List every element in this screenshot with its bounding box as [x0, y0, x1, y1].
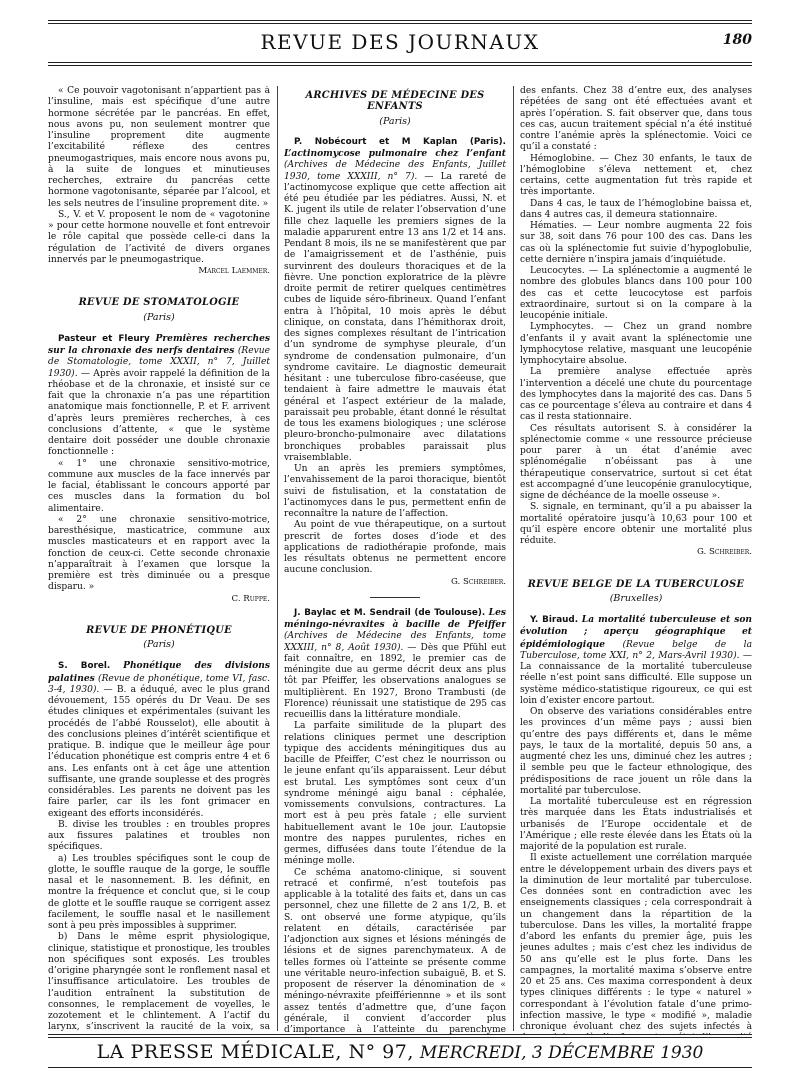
article-author: J. Baylac et M. Sendrail (de Toulouse). — [294, 607, 486, 618]
footer-journal: LA PRESSE MÉDICALE, N° 97, — [96, 1041, 414, 1063]
article-title: Phonétique des divisions palatines — [48, 660, 270, 684]
section-city: (Paris) — [143, 311, 175, 323]
article-reference: (Revue de phonétique, tome VI, fasc. 3-4, 1930). — [48, 673, 270, 695]
article-author: S. Borel. — [58, 661, 111, 672]
article-reference: (Revue belge de la Tuberculose, tome XXI, n° 2, Mars-Avril 1930). — [520, 639, 752, 661]
paragraph: Ce schéma anatomo-clinique, si souvent retracé et confirmé, n’est toutefois pas applicable à la totalité des faits et, dans un cas personnel, chez une fillette de 2 ans 1/2, B. et S. ont observé une forme atypique, qu’ils relatent en détails, caractérisée par l’adjonction aux signes et lésions méningés de lésions et de signes parenchymateux. A de telles formes où l’atteinte se présente comme une véritable neuro-infection subaiguë, B. et S. proposent de réserver la dénomination de « méningo-névraxite pfeiffériennne » et ils sont assez tentés d’admettre que, d’une façon générale, il convient d’accorder plus d’importance à l’atteinte du parenchyme — [284, 867, 506, 1034]
paragraph: « Ce pouvoir vagotonisant n’appartient pas à l’insuline, mais est spécifique d’une autre hormone sécrétée par le pancréas. En effet, nous avons pu, non seulement montrer que l’insuline proprement dite augmente l’excitabilité réflexe des centres pneumogastriques, mais encore nous avons pu, à la suite de longues et minutieuses recherches, extraire du pancréas cette hormone vagotonisante, séparée par l’alcool, et les sels neutres de l’insuline proprement dite. » — [48, 86, 270, 209]
running-title: REVUE DES JOURNAUX — [260, 30, 540, 54]
section-heading: REVUE DE PHONÉTIQUE — [86, 624, 232, 636]
footer-date: MERCREDI, 3 DÉCEMBRE 1930 — [419, 1043, 704, 1063]
header-rule — [48, 65, 752, 66]
article-text: — La connaissance de la mortalité tuberculeuse réelle n’est point sans difficulté. Elle suppose un système médico-statistique rigoureux, ce qui est loin d’exister encore partout. — [520, 650, 752, 706]
paragraph: S. signale, en terminant, qu’il a pu abaisser la mortalité opératoire jusqu’à 10,63 pour 100 et qu’il espère encore obtenir une mortalité plus réduite. — [520, 502, 752, 546]
paragraph: b) Dans le même esprit physiologique, clinique, statistique et pronostique, les troubles non spécifiques sont exposés. Les troubles d’origine pharyngée sont le ronflement nasal et l’insuffisance articulatoire. Les troubles de l’audition entraînent la substitution de consonnes, le remplacement de voyelles, le zozotement et le chlintement. A l’actif du larynx, s’inscrivent la raucité de la voix, sa — [48, 932, 270, 1033]
article-author: Pasteur et Fleury — [58, 333, 150, 344]
section-city: (Bruxelles) — [609, 592, 663, 604]
page-number: 180 — [722, 32, 752, 48]
article-author: Y. Biraud. — [530, 615, 579, 625]
paragraph: Un an après les premiers symptômes, l’envahissement de la paroi thoracique, bientôt suivi de fistulisation, et la constatation de l’actinomyces dans le pus, permettent enfin de reconnaître la nature de l’affection. — [284, 464, 506, 519]
article-text: — B. a éduqué, avec le plus grand dévouement, 155 opérés du Dr Veau. De ses études cliniques et expérimentales (suivant les procédés de l’abbé Rousselot), elle aboutit à des conclusions pleines d’intérêt scientifique et pratique. B. indique que le meilleur âge pour l’éducation phonétique est compris entre 4 et 6 ans. Les enfants ont à cet âge une attention suffisante, une grande souplesse et des progrès considérables. Les parents ne doivent pas les faire parler, car ils les font grimacer en exigeant des efforts inconsidérés. — [48, 684, 270, 819]
column-2 — [284, 86, 506, 1034]
paragraph: La parfaite similitude de la plupart des relations cliniques permet une description typique des accidents méningitiques dus au bacille de Pfeiffer, C’est chez le nourrisson ou le jeune enfant qu’ils apparaissent. Leur début est brutal. Les symptômes sont ceux d’un syndrome méningé aigu banal : céphalée, vomissements convulsions, contractures. La mort est à peu près fatale ; elle survient habituellement avant le 10e jour. L’autopsie montre des nappes purulentes, riches en germes, diffusées dans toute l’étendue de la méninge molle. — [284, 721, 506, 867]
article-reference: (Revue de Stomatologie, tome XXXII, n° 7, Juillet 1930). — [48, 346, 270, 379]
header-rule — [48, 62, 752, 63]
article-entry — [284, 137, 506, 464]
paragraph: des enfants. Chez 38 d’entre eux, des analyses répétées de sang ont été effectuées avant et après l’opération. S. fait observer que, dans tous ces cas, aucun traitement spécial n’a été institué contre l’anémie après la splénectomie. Voici ce qu’il a constaté : — [520, 86, 752, 153]
section-heading: REVUE BELGE DE LA TUBERCULOSE — [527, 578, 745, 590]
paragraph: Hématies. — Leur nombre augmenta 22 fois sur 38, soit dans 76 pour 100 des cas. Dans les cas où la splénectomie fut suivie d’hypoglobulie, cette dernière n’inspira jamais d’inquiétude. — [520, 221, 752, 265]
article-reference: (Archives de Médecine des Enfants, Juillet 1930, tome XXXIII, n° 7). — [284, 160, 506, 182]
signature: G. Schreiber. — [696, 547, 752, 558]
article-entry — [520, 614, 752, 707]
paragraph: a) Les troubles spécifiques sont le coup de glotte, le souffle rauque de la gorge, le souffle nasal et le nasonnement. B. les définit, en montre la fréquence et conclut que, si le coup de glotte et le souffle rauque se corrigent assez facilement, le souffle nasal et le nasillement sont à peu près impossibles à supprimer. — [48, 853, 270, 931]
article-reference: (Archives de Médecine des Enfants, tome XXXIII, n° 8, Août 1930). — [284, 631, 506, 653]
article-title: Les méningo-névraxites à bacille de Pfeiffer — [284, 606, 506, 630]
paragraph: La mortalité tuberculeuse est en régression très marquée dans les États industrialisés et urbanisés de l’Europe occidentale et de l’Amérique ; elle reste élevée dans les États où la majorité de la population est rurale. — [520, 797, 752, 852]
article-text: — La rareté de l’actinomycose explique que cette affection ait été peu étudiée par les pédiatres. Aussi, N. et K. jugent ils utile de relater l’observation d’une fille chez laquelle les premiers signes de la maladie apparurent entre 13 ans 1/2 et 14 ans. Pendant 8 mois, ils ne se manifestèrent que par de l’amaigrissement et de l’asthénie, puis survinrent des douleurs thoraciques et de la fièvre. Une ponction exploratrice de la plèvre droite permit de retirer quelques centimètres cubes de liquide séro-fibrineux. Quand l’enfant entra à l’hôpital, 10 mois après le début clinique, on constata, dans l’hémithorax droit, des signes complexes résultant de l’intrication d’un syndrome de symphyse pleurale, d’un syndrome de condensation pulmonaire, d’un syndrome cavitaire. Le diagnostic demeurait hésitant : une tuberculose fibro-caséeuse, que tendaient à faire admettre le mauvais état général et l’aspect extérieur de la malade, paraissait peu probable, étant donné le résultat de tous les examens biologiques ; une sclérose pleuro-broncho-pulmonaire avec dilatations bronchiques probables paraissait plus vraisemblable. — [284, 171, 506, 463]
paragraph: Hémoglobine. — Chez 30 enfants, le taux de l’hémoglobine s’éleva nettement et, chez certains, cette augmentation fut très rapide et très importante. — [520, 153, 752, 198]
article-text: — Après avoir rappelé la définition de la rhéobase et de la chronaxie, et insisté sur ce fait que la chronaxie n’a pas une répartition anatomique mais fonctionnelle, P. et F. arrivent d’après leurs premières recherches, à ces conclusions d’attente, « que le système dentaire doit posséder une double chronaxie fonctionnelle : — [48, 368, 270, 458]
footer-rule — [48, 1037, 752, 1038]
paragraph: « 2° une chronaxie sensitivo-motrice, baresthésique, masticatrice, commune aux muscles masticateurs et en rapport avec la fonction de ceux-ci. Cette seconde chronaxie n’apparaîtrait à l’examen que lorsque la première est très diminuée ou a presque disparu. » — [48, 514, 270, 593]
paragraph: On observe des variations considérables entre les provinces d’un même pays ; aussi bien qu’entre des pays différents et, dans le même pays, le taux de la mortalité, depuis 50 ans, a augmenté chez les uns, diminué chez les autres ; il semble peu que le facteur ethnologique, des prédispositions de race jouent un rôle dans la mortalité par tuberculose. — [520, 707, 752, 796]
section-heading: ARCHIVES DE MÉDECINE DES ENFANTS — [305, 90, 485, 113]
page-header — [48, 30, 752, 56]
column-divider — [277, 86, 278, 1031]
section-city: (Paris) — [143, 639, 175, 650]
separator-rule — [370, 597, 420, 598]
article-title: La mortalité tuberculeuse et son évolution ; aperçu géographique et épidémiologique — [520, 614, 752, 650]
article-title: Premières recherches sur la chronaxie des nerfs dentaires — [48, 332, 270, 356]
paragraph: Leucocytes. — La splénectomie a augmenté le nombre des globules blancs dans 100 pour 100 des cas et cette leucocytose est parfois extraordinaire, surtout si on la compare à la leucopénie initiale. — [520, 266, 752, 321]
paragraph: Dans 4 cas, le taux de l’hémoglobine baissa et, dans 4 autres cas, il demeura stationnaire. — [520, 198, 752, 220]
signature: C. Ruppe. — [231, 593, 270, 604]
paragraph: B. divise les troubles : en troubles propres aux fissures palatines et troubles non spécifiques. — [48, 819, 270, 853]
paragraph: Au point de vue thérapeutique, on a surtout prescrit de fortes doses d’iode et des applications de radiothérapie profonde, mais les résultats obtenus ne permettent encore aucune conclusion. — [284, 520, 506, 576]
article-entry — [48, 333, 270, 459]
paragraph: La première analyse effectuée après l’intervention a décelé une chute du pourcentage des lymphocytes dans la majorité des cas. Dans 5 cas ce pourcentage s’éleva au contraire et dans 4 cas il resta stationnaire. — [520, 367, 752, 423]
paragraph: S., V. et V. proposent le nom de « vagotonine » pour cette hormone nouvelle et font entrevoir le rôle capital que possède celle-ci dans la régulation de l’activité de divers organes innervés par le pneumogastrique. — [48, 209, 270, 265]
top-rule — [48, 23, 752, 24]
signature: Marcel Laemmer. — [198, 266, 270, 276]
article-entry — [48, 660, 270, 820]
section-heading: REVUE DE STOMATOLOGIE — [78, 297, 240, 309]
column-divider — [513, 86, 514, 1031]
footer-rule — [48, 1067, 752, 1068]
section-city: (Paris) — [379, 115, 411, 127]
article-text: — Dès que Pfühl eut fait connaître, en 1892, le premier cas de méningite due au germe décrit deux ans plus tôt par Pfeiffer, les observations analogues se multiplièrent. En 1927, Brono Trambusti (de Florence) réunissait une statistique de 295 cas recueillis dans la littérature mondiale. — [284, 642, 506, 720]
paragraph: « 1° une chronaxie sensitivo-motrice, commune aux muscles de la face innervés par le facial, établissant le concours apporté par ces muscles dans la formation du bol alimentaire. — [48, 458, 270, 514]
paragraph: Il existe actuellement une corrélation marquée entre le développement urbain des divers pays et la diminution de leur mortalité par tuberculose. Ces données sont en contradiction avec les enseignements classiques ; cela correspondrait à un changement dans la répartition de la tuberculose. Dans les villes, la mortalité frappe d’abord les enfants du premier âge, puis les jeunes adultes ; mais c’est chez les individus de 50 ans qu’elle est le plus forte. Dans les campagnes, la mortalité maxima s’observe entre 20 et 25 ans. Ces maxima correspondent à deux types cliniques différents : le type « naturel » correspondant à l’évolution fatale d’une primo-infection massive, le type « modifié », maladie chronique évoluant chez des sujets infectés à — [520, 853, 752, 1032]
top-rule — [48, 20, 752, 21]
page-footer — [48, 1041, 752, 1063]
article-entry — [284, 607, 506, 722]
column-1 — [48, 86, 270, 1034]
article-author: P. Nobécourt et M Kaplan (Paris). — [294, 136, 506, 147]
footer-rule — [48, 1034, 752, 1035]
paragraph: Lymphocytes. — Chez un grand nombre d’enfants il y avait avant la splénectomie une lymphocytose relative, masquant une leucopénie lymphocytaire absolue. — [520, 322, 752, 366]
article-title: L’actinomycose pulmonaire chez l’enfant — [284, 148, 506, 159]
paragraph: Ces résultats autorisent S. à considérer la splénectomie comme « une ressource précieuse pour parer à un état d’anémie avec splénomégalie n’obéissant pas à une thérapeutique conservatrice, surtout si cet état est accompagné d’une leucopénie granulocytique, signe de déchéance de la moelle osseuse ». — [520, 423, 752, 501]
signature: G. Schreiber. — [450, 576, 506, 587]
column-3 — [520, 86, 752, 1034]
